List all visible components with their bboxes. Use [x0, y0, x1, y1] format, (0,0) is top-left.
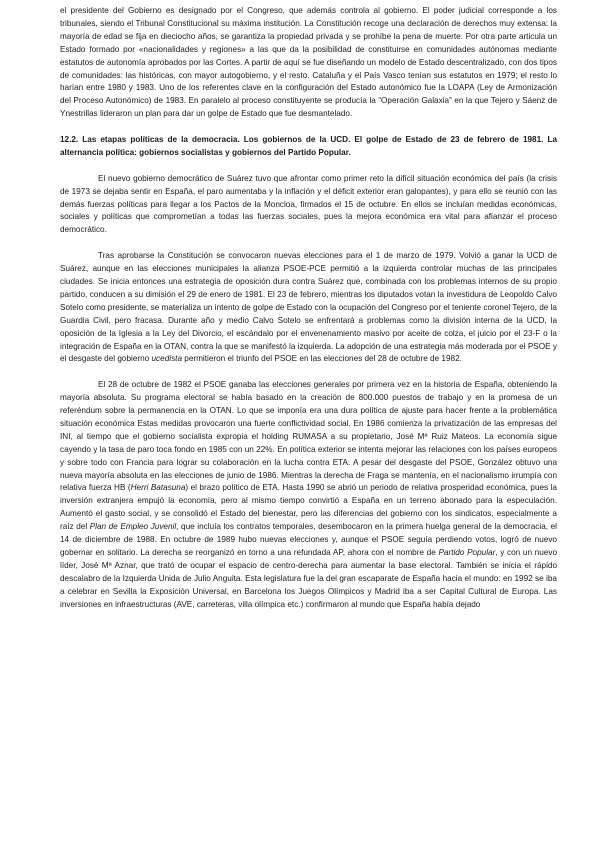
paragraph-gap: [60, 237, 557, 250]
italic-term: ucedista: [151, 354, 182, 364]
italic-term: Herri Batasuna: [130, 483, 186, 493]
paragraph-text: permitieron el triunfo del PSOE en las elecciones del 28 de octubre de 1982.: [182, 354, 462, 364]
intro-paragraph: el presidente del Gobierno es designado por el Congreso, que además controla al gobierno. El poder judicial corresponde a los tribunales, siendo el Tribunal Constitucional su máxima institución. La Constitución recoge una declaración de derechos muy extensa: la mayoría de edad se fija en dieciocho años, se garantiza la propiedad privada y se prohíbe la pena de muerte. Por otra parte articula un Estado formado por «nacionalidades y regiones» a las que da la posibilidad de constituirse en comunidades autónomas mediante estatutos de autonomía aprobados por las Cortes. A partir de aquí se fue diseñando un modelo de Estado descentralizado, con dos tipos de comunidades: las históricas, con mayor autogobierno, y el resto. Cataluña y el País Vasco tenían sus estatutos en 1979; el resto lo harían entre 1980 y 1983. Uno de los referentes clave en la configuración del Estado autonómico fue la LOAPA (Ley de Armonización del Proceso Autonómico) de 1983. En paralelo al proceso constituyente se producía la “Operación Galaxia” en la que Tejero y Sáenz de Ynestrillas lideraron un plan para dar un golpe de Estado que fue desmantelado.: [60, 6, 557, 119]
section-heading: 12.2. Las etapas políticas de la democracia. Los gobiernos de la UCD. El golpe de Estado de 23 de febrero de 1981. La alternancia política: gobiernos socialistas y gobiernos del Partido Popular.: [60, 135, 557, 157]
paragraph-gap: [60, 121, 557, 134]
italic-term: Plan de Empleo Juvenil: [89, 522, 177, 532]
paragraph-text: Tras aprobarse la Constitución se convocaron nuevas elecciones para el 1 de marzo de 1979. Volvió a ganar la UCD de Suárez, aunque en las elecciones municipales la alianza PSOE-PCE permitió a la izquierda controlar muchas de las principales ciudades. Se inicia entonces una estrategia de oposición dura contra Suárez que, combinada con los problemas internos de su propio partido, conducen a su dimisión el 29 de enero de 1981. El 23 de febrero, mientras los diputados votan la investidura de Leopoldo Calvo Sotelo como presidente, se materializa un intento de golpe de Estado con la ocupación del Congreso por el teniente coronel Tejero, de la Guardia Civil, pero fracasa. Durante año y medio Calvo Sotelo se enfrentará a problemas como la división interna de la UCD, la oposición de la Iglesia a la Ley del Divorcio, el escándalo por el envenenamiento masivo por aceite de colza, el juicio por el 23-F o la integración de España en la OTAN, contra la que se manifestó la izquierda. La adopción de una estrategia más moderada por el PSOE y el desgaste del gobierno: [60, 251, 557, 364]
paragraph-suarez-government: El nuevo gobierno democrático de Suárez tuvo que afrontar como primer reto la difícil situación económica del país (la crisis de 1973 se dejaba sentir en España, el paro aumentaba y la inflación y el déficit exterior eran galopantes), y para ello se reunió con las demás fuerzas políticas para llegar a los Pactos de la Moncloa, firmados el 15 de octubre. En ellos se incluían medidas económicas, sociales y políticas que comprometían a todas las fuerzas sociales, pues la mejora económica era vital para afianzar el proceso democrático.: [60, 173, 557, 235]
paragraph-gap: [60, 366, 557, 379]
paragraph-gap: [60, 160, 557, 173]
paragraph-ucd-coup: [60, 250, 557, 366]
paragraph-text: , que incluía los contratos temporales, desembocaron en la primera huelga general de la democracia, el 14 de diciembre de 1988. En octubre de 1989 hubo nuevas elecciones y, aunque el PSOE seguía perdiendo votos, logró de nuevo gobernar en solitario. La derecha se reorganizó en torno a una refundada AP, ahora con el nombre de: [60, 522, 557, 557]
italic-term: Partido Popular: [438, 548, 496, 557]
paragraph-psoe-governments: [60, 379, 557, 611]
paragraph-text: , y con un nuevo líder, José Mª Aznar, que trató de ocupar el espacio de centro-derecha para aumentar la base electoral. También se inicia el rápido descalabro de la Izquierda Unida de Julio Anguita. Esta legislatura fue la del gran escaparate de España hacia el mundo: en 1992 se iba a celebrar en Sevilla la Exposición Universal, en Barcelona los Juegos Olímpicos y Madrid iba a ser Capital Cultural de Europa. Las inversiones en infraestructuras (AVE, carreteras, villa olímpica etc.) confirmaron al mundo que España había dejado: [60, 548, 557, 609]
document-page: [60, 5, 557, 612]
paragraph-text: El 28 de octubre de 1982 el PSOE ganaba las elecciones generales por primera vez en la historia de España, obteniendo la mayoría absoluta. Su programa electoral se había basado en la creación de 800.000 puestos de trabajo y en la promesa de un referéndum sobre la permanencia en la OTAN. Lo que se imponía era una dura política de ajuste para hacer frente a la problemática situación económica Estas medidas provocaron una fuerte conflictividad social. En 1986 comienza la privatización de las empresas del INI, al tiempo que el gobierno socialista expropia el holding RUMASA a su propietario, José Mª Ruiz Mateos. La economía sigue cayendo y la tasa de paro toca fondo en 1985 con un 22%. En política exterior se intenta mejorar las relaciones con los países europeos y sobre todo con Francia para lograr su colaboración en la lucha contra ETA. A pesar del desgaste del PSOE, González obtuvo una nueva mayoría absoluta en las elecciones de junio de 1986. Mientras la derecha de Fraga se mantenía, en el nacionalismo irrumpía con relativa fuerza HB (: [60, 380, 557, 493]
paragraph-text: ) el brazo político de ETA. Hasta 1990 se abrió un periodo de relativa prosperidad económica, pues la inversión extranjera empujó la economía, pero al mismo tiempo convirtió a España en un terreno abonado para la especulación. Aumentó el gasto social, y se consolidó el Estado del bienestar, pero las diferencias del gobierno con los sindicatos, especialmente a raíz del: [60, 483, 557, 532]
